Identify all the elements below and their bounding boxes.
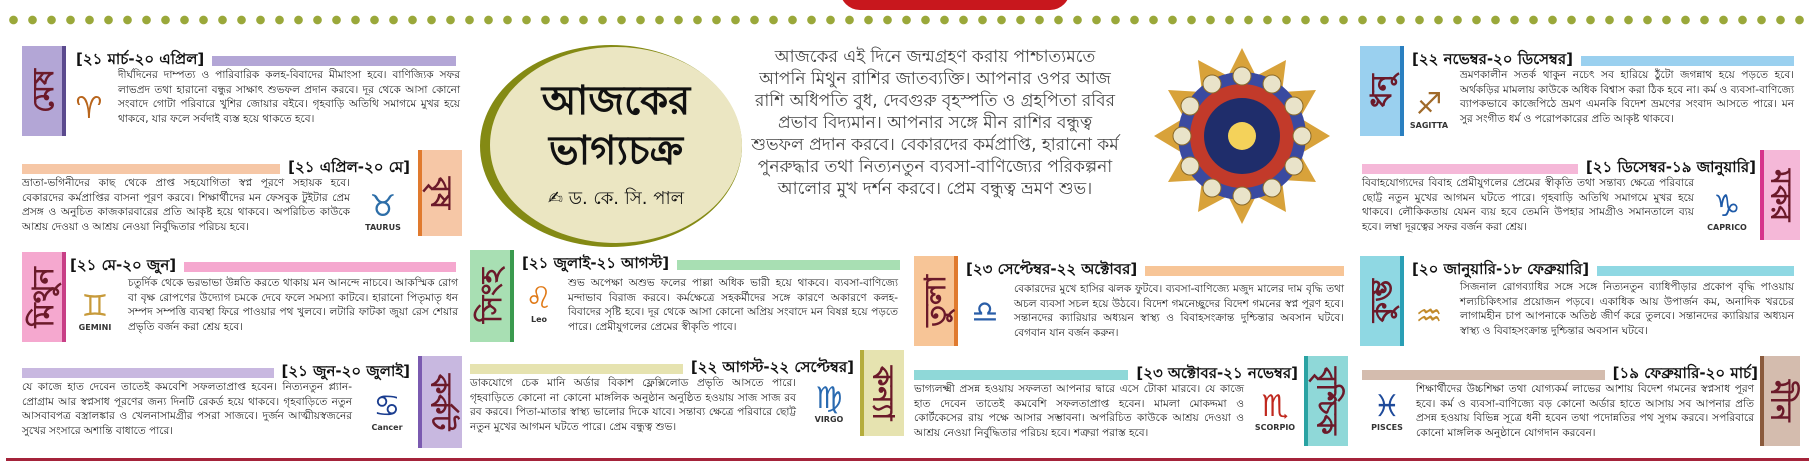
pen-icon: ✍	[547, 187, 563, 209]
sign-text: বেকারদের মুখে হাসির ঝলক ফুটবে। ব্যবসা-বাণিজ্যে মজুদ মালের দাম বৃদ্ধি তথা অচল ব্যবসা সচল হয়ে উঠবে। বিদেশ গমনেচ্ছুদের বিদেশ গমনের স্বপ্ন পূরণ হবে। সন্তানদের ক্যারিয়ার অধ্যয়ন স্বাস্থ্য ও বিবাহসংক্রান্ত দুশ্চিন্তার অবসান ঘটবে। বেগবান যান বর্জন করুন।	[1014, 283, 1344, 339]
zodiac-wheel-image	[1152, 46, 1332, 226]
pisces-icon: ♓ PISCES	[1371, 388, 1403, 432]
zodiac-label: GEMINI	[78, 322, 112, 332]
sign-name: মেষ	[25, 69, 60, 113]
sign-date: [২১ এপ্রিল-২০ মে]	[288, 158, 410, 176]
header-bar	[1145, 266, 1344, 276]
header-bar	[212, 56, 456, 66]
aries-icon: ♈	[75, 91, 103, 126]
tab-kumbha	[1360, 256, 1404, 346]
author-line	[548, 184, 684, 215]
sign-text: শুভ অপেক্ষা অশুভ ফলের পাল্লা অধিক ভারী হয়ে থাকবে। ব্যবসা-বাণিজ্যে মন্দাভাব বিরাজ করবে। কর্মক্ষেত্রে সহকর্মীদের সঙ্গে কারণে অকারণে কলহ-বিবাদের সৃষ্টি হবে। দূর থেকে আসা কোনো অপ্রিয় সংবাদে মন বিষণ্ণ হয়ে পড়তে পারে। প্রেমীযুগলের প্রেমের স্বীকৃতি পাবে।	[568, 277, 898, 333]
header-bar	[22, 368, 274, 378]
zodiac-label: Cancer	[371, 422, 403, 432]
header-bar	[22, 164, 280, 174]
sign-header	[522, 252, 900, 277]
sign-name: কুম্ভ	[1363, 279, 1398, 323]
zodiac-label: SCORPIO	[1254, 422, 1296, 432]
sign-date: [২২ নভেম্বর-২০ ডিসেম্বর]	[1412, 50, 1573, 68]
tab-mithun	[22, 252, 66, 342]
zodiac-label: CAPRICO	[1707, 222, 1747, 232]
tab-meen	[1760, 356, 1800, 446]
sign-name: মীন	[1764, 380, 1799, 422]
tab-brishchik	[1304, 356, 1348, 446]
gemini-icon: ♊ GEMINI	[78, 288, 112, 332]
title-disc	[490, 47, 742, 243]
virgo-icon: ♍ VIRGO	[814, 380, 844, 424]
sign-name: বৃশ্চিক	[1310, 367, 1345, 435]
bottom-border	[6, 458, 1809, 461]
sign-text: বিবাহযোগ্যদের বিবাহ প্রেমীযুগলের প্রেমের স্বীকৃতি তথা সন্তাব্য ক্ষেত্রে পরিবারে ছোট্ট নতুন মুখের আগমন ঘটতে পারে। গৃহবাড়ি অতিথি সমাগমে মুখর হয়ে থাকবে। লৌকিকতায় যেমন ব্যয় হবে তেমনি উপহার সামগ্রীও সমানতালে ব্যয় হবে। লম্বা দূরত্বের সফর বর্জন করা শ্রেয়।	[1362, 177, 1694, 233]
sign-text: যে কাজে হাত দেবেন তাতেই কমবেশি সফলতাপ্রাপ্ত হবেন। নিত্যনতুন প্ল্যান-প্রোগ্রাম আর স্বপ্নসাধ পূরণের জন্য দিনটি রেকর্ড হয়ে থাকবে। গৃহবাড়িতে নতুন আসবাবপত্র বস্ত্রালঙ্কার ও খেলনাসামগ্রীর পসরা সাজবে। দুর্জন আত্মীয়স্বজনের সুখের সংসারে অশান্তি বাধাতে পারে।	[22, 381, 352, 437]
tab-tula	[914, 256, 958, 346]
libra-icon: ♎	[971, 295, 999, 330]
header-bar	[1581, 56, 1794, 66]
taurus-icon: ♉ TAURUS	[365, 188, 401, 232]
tab-dhanu	[1360, 46, 1404, 136]
cancer-icon: ♋ Cancer	[371, 388, 403, 432]
sign-date: [২১ ডিসেম্বর-১৯ জানুয়ারি]	[1585, 158, 1756, 176]
sign-text: চতুর্দিক থেকে ভরভাভা উন্নতি করতে থাকায় মন আনন্দে নাচবে। আকস্মিক রোগ বা বৃক্ষ রোপণের উদ্যোগ চমকে দেবে ফলে সমস্যা কাটবে। হারানো পিতৃমাতৃ ধন সম্পদ সম্পত্তি ব্যবস্থা ফিরে পাওয়ার পথ খুলবে। লটারি ফাটকা জুয়া রেস শেয়ার প্রভৃতি বর্জন করা শ্রেয় হবে।	[128, 277, 458, 333]
sign-name: সিংহ	[473, 268, 508, 324]
sign-text: ভ্রাতা-ভগিনীদের কাছ থেকে প্রাপ্ত সহযোগিতা স্বপ্ন পূরণে সহায়ক হবে। বেকারদের কর্মপ্রাপ্তির বাসনা পূরণ করবে। শিক্ষার্থীদের মন ফেসবুক টুইটার প্রেম প্রসঙ্গ ও অনুচিত কাজকারবারের প্রতি আকৃষ্ট হয়ে থাকবে। অপরিচিত কাউকে আশ্রয় দেওয়া ও আশ্রয় নেওয়া নির্বুদ্ধিতার পরিচয় হবে।	[22, 177, 350, 233]
top-decoration	[840, 0, 1070, 10]
sign-text: ভাগ্যলক্ষ্মী প্রসন্ন হওয়ায় সফলতা আপনার দ্বারে এসে টোকা মারবে। যে কাজে হাত দেবেন তাতেই কমবেশি সফলতাপ্রাপ্ত হবেন। মামলা মোকদ্দমা ও কোর্টকেসের রায় পক্ষে আসার সম্ভাবনা। অপরিচিত কাউকে আশ্রয় দেওয়া ও আশ্রয় নেওয়া নির্বুদ্ধিতার পরিচয় হবে। শত্রুরা পরাস্ত হবে।	[914, 383, 1244, 439]
capricorn-icon: ♑ CAPRICO	[1707, 188, 1747, 232]
header-bar	[184, 262, 456, 272]
tab-kanya	[860, 350, 904, 436]
sign-name: বৃষ	[424, 176, 459, 210]
sign-date: [২১ মার্চ-২০ এপ্রিল]	[76, 50, 205, 68]
tab-brish	[418, 150, 462, 236]
sign-date: [১৯ ফেব্রুয়ারি-২০ মার্চ]	[1612, 364, 1758, 382]
sign-text: ডাকযোগে চেক মানি অর্ডার বিকাশ ফ্লেক্সিলোড প্রভৃতি আসতে পারে। গৃহবাড়িতে কোনো না কোনো মাঙ্গলিক অনুষ্ঠান অনুষ্ঠিত হওয়ায় সাজ সাজ রব রব করবে। পিতা-মাতার স্বাস্থ্য ভালোর দিকে যাবে। সন্তাব্য ক্ষেত্রে পরিবারে ছোট্ট নতুন মুখের আগমন ঘটতে পারে। প্রেম বন্ধুত্ব শুভ।	[470, 377, 796, 433]
aquarius-icon: ♒	[1415, 299, 1443, 334]
sign-date: [২৩ অক্টোবর-২১ নভেম্বর]	[1136, 364, 1298, 382]
leo-icon: ♌ Leo	[525, 280, 553, 324]
sign-text: শিক্ষার্থীদের উচ্চশিক্ষা তথা যোগ্যকর্ম লাভের আশায় বিদেশ গমনের স্বপ্নসাধ পূরণ হবে। কর্ম ও ব্যবসা-বাণিজ্যে বড় কোনো অর্ডার হাতে আসায় সব আপনার প্রতি প্রসন্ন হওয়ায় বিভিন্ন সূত্রে ধনী হবেন তথা পদোন্নতির পথ সুগম করবে। সপরিবারে কোনো মাঙ্গলিক অনুষ্ঠানে যোগদান করবেন।	[1416, 383, 1754, 439]
dotted-border	[4, 14, 1811, 26]
zodiac-label: PISCES	[1371, 422, 1403, 432]
page-title-line2: ভাগ্যচক্র	[548, 126, 684, 174]
tab-kark	[418, 356, 462, 448]
sign-name: কর্কট	[424, 373, 459, 431]
zodiac-label: SAGITTA	[1409, 120, 1449, 130]
sign-date: [২১ জুন-২০ জুলাই]	[281, 362, 410, 380]
header-bar	[914, 370, 1128, 380]
intro-text: আজকের এই দিনে জন্মগ্রহণ করায় পাশ্চাত্যমতে আপনি মিথুন রাশির জাতব্যক্তি। আপনার ওপর আজ রাশি অধিপতি বুধ, দেবগুরু বৃহস্পতি ও গ্রহপিতা রবির প্রভাব বিদ্যমান। আপনার সঙ্গে মীন রাশির বন্ধুত্ব শুভফল প্রদান করবে। বেকারদের কর্মপ্রাপ্তি, হারানো কর্ম পুনরুদ্ধার তথা নিত্যনতুন ব্যবসা-বাণিজ্যের পরিকল্পনা আলোর মুখ দর্শন করবে। প্রেম বন্ধুত্ব ভ্রমণ শুভ।	[751, 47, 1119, 199]
header-bar	[1362, 164, 1578, 174]
header-bar	[677, 260, 900, 270]
sign-date: [২১ জুলাই-২১ আগস্ট]	[522, 254, 670, 272]
zodiac-label: Leo	[530, 314, 548, 324]
sign-name: ধনু	[1363, 74, 1398, 108]
header-bar	[470, 364, 683, 374]
sign-header	[966, 258, 1344, 283]
sign-text: ভ্রমণকালীন সতর্ক থাকুন নচেৎ সব হারিয়ে ঠুঁটো জগন্নাথ হয়ে পড়তে হবে। অর্থকড়ির মামলায় কাউকে অধিক বিশ্বাস করা ঠিক হবে না। কর্ম ও ব্যবসা-বাণিজ্যে ব্যাপকভাবে কাজেপিঠে ভ্রমণ এমনকি বিদেশ ভ্রমণের সংবাদ আসতে পারে। মন সুর সংগীত ধর্ম ও পরোপকারের প্রতি আকৃষ্ট থাকবে।	[1460, 69, 1794, 125]
zodiac-label: VIRGO	[814, 414, 844, 424]
header-bar	[1362, 370, 1605, 380]
sagittarius-icon: ♐ SAGITTA	[1409, 86, 1449, 130]
sign-date: [২৩ সেপ্টেম্বর-২২ অক্টোবর]	[966, 260, 1138, 278]
sign-date: [২২ আগস্ট-২২ সেপ্টেম্বর]	[690, 358, 854, 376]
sign-date: [২১ মে-২০ জুন]	[70, 256, 177, 274]
header-bar	[1597, 266, 1794, 276]
sign-date: [২০ জানুয়ারি-১৮ ফেব্রুয়ারি]	[1412, 260, 1590, 278]
tab-makar	[1760, 150, 1800, 240]
tab-mesh	[22, 46, 66, 136]
sign-name: তুলা	[917, 275, 952, 327]
sign-text: দীর্ঘদিনের দাম্পত্য ও পারিবারিক কলহ-বিবাদের মীমাংসা হবে। বাণিজ্যিক সফর লাভপ্রদ তথা হারানো বন্ধুর সাক্ষাৎ শুভফল প্রদান করবে। দূর থেকে আসা কোনো সংবাদে গোটা পরিবারে খুশির জোয়ার বইবে। গৃহবাড়ি অতিথি সমাগমে মুখর হয়ে থাকবে, যার ফলে সর্বদাই ব্যস্ত হয়ে থাকতে হবে।	[118, 69, 460, 125]
tab-singha	[470, 250, 514, 342]
author-name: ড. কে. সি. পাল	[568, 187, 685, 209]
sign-name: মকর	[1764, 168, 1799, 222]
zodiac-label: TAURUS	[365, 222, 401, 232]
page-title: আজকের	[541, 76, 691, 124]
scorpio-icon: ♏ SCORPIO	[1254, 388, 1296, 432]
sign-name: কন্যা	[866, 365, 901, 421]
sign-name: মিথুন	[25, 266, 60, 328]
sign-text: সিজনাল রোগব্যাধির সঙ্গে সঙ্গে নিত্যনতুন ব্যাধিপীড়ার প্রকোপ বৃদ্ধি পাওয়ায় শল্যচিকিৎসার প্রয়োজন পড়বে। একাধিক আয় উপার্জন কম, অনাদিক খরচের লাগামহীন চাপ আপনাকে অতিষ্ঠ জীর্ণ করে তুলবে। সন্তানদের ক্যারিয়ার অধ্যয়ন স্বাস্থ্য ও বিবাহসংক্রান্ত দুশ্চিন্তার অবসান ঘটবে।	[1460, 281, 1794, 337]
